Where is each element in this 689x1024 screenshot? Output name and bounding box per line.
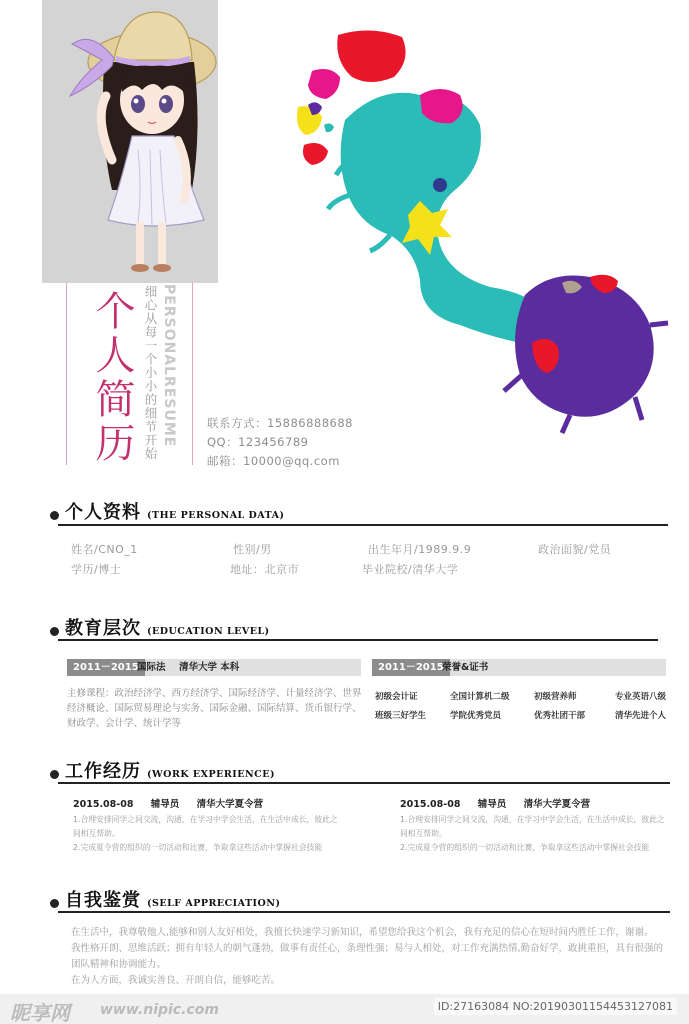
section-divider [58,524,668,526]
job-duty: 2.完成夏令营的组织的一切活动和比赛，争取拿这些活动中掌握社会技能 [73,843,323,852]
education-date: 2011－2015 [67,659,145,676]
self-paragraph: 我性格开朗、思维活跃；拥有年轻人的朝气蓬勃，做事有责任心，条理性强；易与人相处，对工作充满热情,勤奋好学，敢挑重担，具有很强的团队精神和协调能力。 [71,943,664,970]
job-date: 2015.08-08 [400,799,461,810]
resume-en-label: PERSONALRESUME [161,284,177,448]
field-gender: 性别/男 [233,543,272,556]
contact-email: 邮箱：10000@qq.com [207,454,340,468]
footprint-paint-splash [290,25,685,445]
award-item: 专业英语八级 [615,692,667,702]
job-duty: 2.完成夏令营的组织的一切活动和比赛，争取拿这些活动中掌握社会技能 [400,843,650,852]
title-divider-right [192,283,193,465]
job-date: 2015.08-08 [73,799,134,810]
award-item: 学院优秀党员 [450,711,502,721]
section-divider [58,911,670,913]
award-item: 初级会计证 [375,692,418,702]
section-divider [58,639,658,641]
award-item: 清华先进个人 [615,711,667,721]
bullet-icon [50,899,59,908]
education-courses: 主修课程：政治经济学、西方经济学、国际经济学、计量经济学、世界经济概论、国际贸易理论与实务、国际金融、国际结算、货币银行学、财政学、会计学、统计学等 [67,688,362,729]
section-title: 个人资料 [65,502,141,523]
bullet-icon [50,627,59,636]
award-item: 班级三好学生 [375,711,427,721]
section-divider [58,782,670,784]
award-item: 全国计算机二级 [450,692,510,702]
honors-label: 荣誉&证书 [442,662,489,673]
section-personal-data [50,498,285,524]
section-subtitle: (SELF APPRECIATION) [147,898,281,909]
field-birth: 出生年月/1989.9.9 [368,543,472,556]
job-header [400,796,604,810]
section-title: 自我鉴赏 [65,890,141,911]
self-appraisal-text [71,925,671,989]
resume-title: 个人简历 [89,290,135,466]
honors-date: 2011－2015 [372,659,450,676]
section-subtitle: (WORK EXPERIENCE) [147,769,275,780]
section-title: 工作经历 [65,761,141,782]
field-name: 姓名/CNO_1 [71,543,138,556]
job-role: 辅导员 [150,799,180,810]
contact-qq: QQ：123456789 [207,435,309,449]
award-item: 初级营养师 [534,692,577,702]
watermark-logo: 昵享网 [10,1001,70,1024]
field-degree: 学历/博士 [71,563,122,576]
watermark-id: ID:27163084 NO:20190301154453127081 [434,998,677,1015]
honors-bar [372,659,666,676]
field-address: 地址：北京市 [230,563,299,576]
job-description [400,813,672,855]
tagline: 细心从每一个小小的细节开始 [143,285,158,461]
job-org: 清华大学夏令营 [196,799,264,810]
job-header [73,796,277,810]
title-divider-left [66,283,67,465]
bullet-icon [50,511,59,520]
field-school: 毕业院校/清华大学 [362,563,459,576]
bullet-icon [50,770,59,779]
self-paragraph: 在生活中，我尊敬他人,能够和别人友好相处，我擅长快速学习新知识，希望您给我这个机会，我有充足的信心在短时间内胜任工作，谢谢。 [71,927,654,938]
job-description [73,813,345,855]
section-self [50,886,280,912]
section-work [50,757,275,783]
section-subtitle: (THE PERSONAL DATA) [147,510,285,521]
field-political: 政治面貌/党员 [538,543,612,556]
self-paragraph: 在为人方面，我诚实善良、开朗自信，能够吃苦。 [71,975,281,986]
girl-illustration [42,0,218,283]
job-role: 辅导员 [477,799,507,810]
section-education [50,614,270,640]
section-subtitle: (EDUCATION LEVEL) [147,626,270,637]
avatar-illustration [42,0,218,283]
contact-phone: 联系方式：15886888688 [207,416,353,430]
job-duty: 1.合理安排同学之间交流，沟通，在学习中学会生活，在生活中成长，彼此之间相互帮助。 [400,815,665,838]
job-duty: 1.合理安排同学之间交流，沟通，在学习中学会生活，在生活中成长，彼此之间相互帮助。 [73,815,338,838]
education-major: 国际法 [137,662,166,673]
education-bar [67,659,361,676]
section-title: 教育层次 [65,618,141,639]
watermark-url: www.nipic.com [100,1002,219,1018]
job-org: 清华大学夏令营 [523,799,591,810]
education-school: 清华大学 本科 [179,662,240,673]
award-item: 优秀社团干部 [534,711,586,721]
